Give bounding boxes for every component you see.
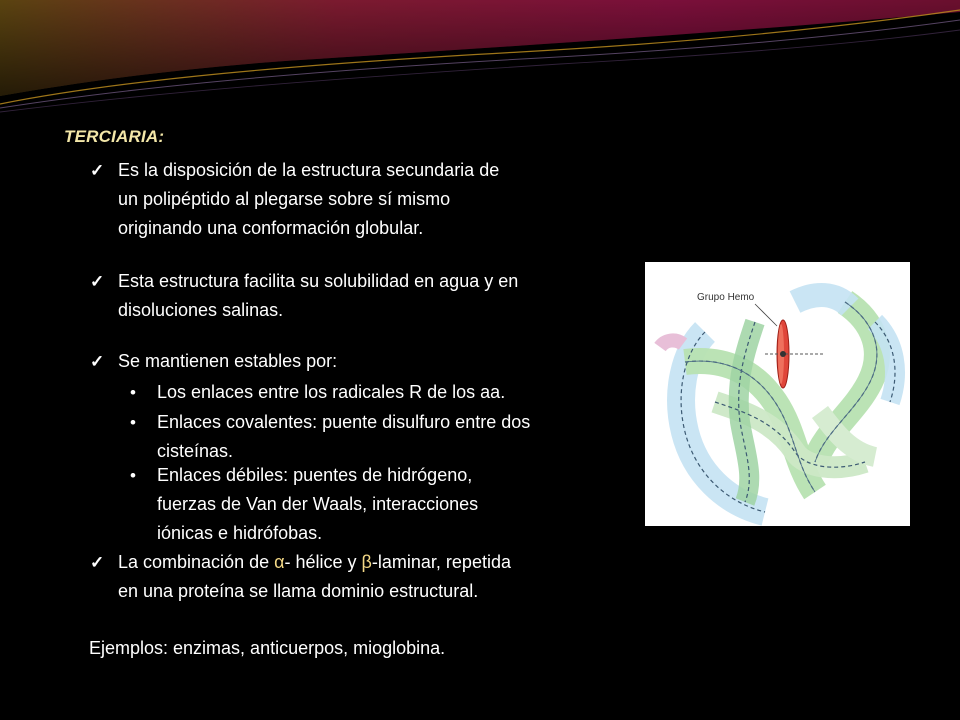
checkmark-icon: ✓	[90, 553, 105, 572]
check-item-line: Esta estructura facilita su solubilidad en agua y en	[118, 271, 519, 291]
checkmark-icon: ✓	[90, 161, 105, 180]
bullet-item-line: Los enlaces entre los radicales R de los aa.	[157, 382, 506, 402]
text-span: La combinación de	[118, 552, 275, 572]
figure-label: Grupo Hemo	[697, 292, 755, 303]
protein-illustration	[645, 262, 910, 526]
checkmark-icon: ✓	[90, 352, 105, 371]
bullet-item-line: cisteínas.	[157, 441, 234, 461]
text-span: -laminar, repetida	[371, 552, 511, 572]
check-item	[90, 347, 618, 376]
bullet-dot-icon: •	[130, 466, 136, 485]
check-item-line: Se mantienen estables por:	[118, 351, 338, 371]
bullet-item	[130, 461, 617, 548]
check-item	[90, 267, 618, 325]
check-item-line	[118, 548, 618, 577]
check-item-line: en una proteína se llama dominio estructural.	[118, 581, 479, 601]
bullet-item-line: iónicas e hidrófobas.	[157, 523, 323, 543]
protein-structure-figure	[645, 262, 910, 526]
check-item	[90, 548, 618, 606]
check-item	[90, 156, 618, 243]
bullet-item	[130, 378, 617, 407]
checkmark-icon: ✓	[90, 272, 105, 291]
check-item-line: disoluciones salinas.	[118, 300, 284, 320]
check-item-line: un polipéptido al plegarse sobre sí mismo	[118, 189, 451, 209]
bullet-item-line: Enlaces débiles: puentes de hidrógeno,	[157, 465, 473, 485]
alpha-symbol: α	[274, 552, 285, 572]
beta-symbol: β	[361, 552, 372, 572]
bullet-item-line: fuerzas de Van der Waals, interacciones	[157, 494, 479, 514]
bullet-dot-icon: •	[130, 413, 136, 432]
section-heading: TERCIARIA:	[64, 127, 165, 146]
bullet-dot-icon: •	[130, 383, 136, 402]
examples-line: Ejemplos: enzimas, anticuerpos, mioglobina.	[89, 638, 446, 658]
bullet-item-line: Enlaces covalentes: puente disulfuro entre dos	[157, 412, 531, 432]
check-item-line: originando una conformación globular.	[118, 218, 424, 238]
text-span: - hélice y	[284, 552, 362, 572]
check-item-line: Es la disposición de la estructura secundaria de	[118, 160, 500, 180]
bullet-item	[130, 408, 617, 466]
